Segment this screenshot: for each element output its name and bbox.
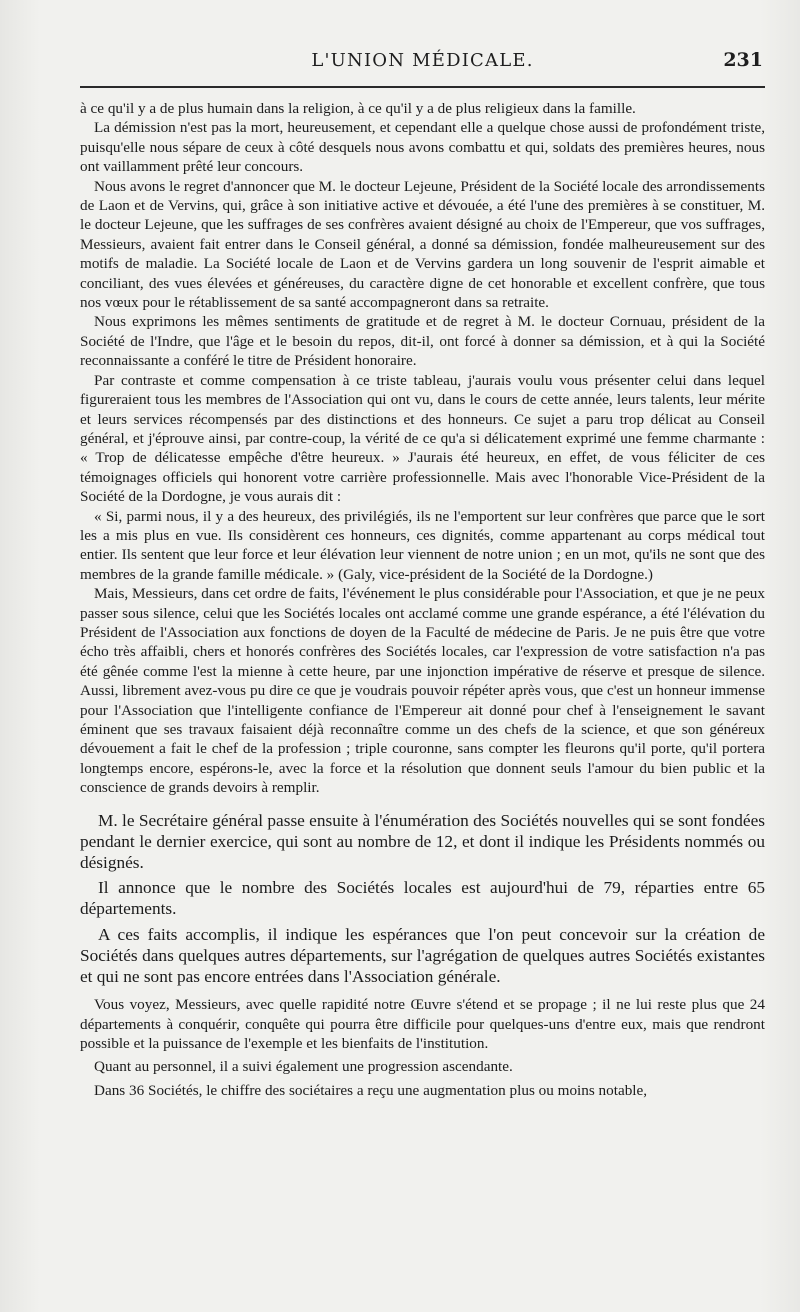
paragraph-cornuau: Nous exprimons les mêmes sentiments de gratitude et de regret à M. le docteur Cornuau, président de la Société de l'Indre, que l'âge et le besoin du repos, dit-il, ont forcé à donner sa démission, et à qui la Société reconnaissante a conféré le titre de Président honoraire. bbox=[80, 313, 765, 370]
paragraph-membership: Dans 36 Sociétés, le chiffre des sociétaires a reçu une augmentation plus ou moins notable, bbox=[94, 1081, 648, 1099]
header-rule bbox=[80, 86, 765, 88]
page-header bbox=[80, 46, 765, 76]
paragraph-personnel: Quant au personnel, il a suivi également une progression ascendante. bbox=[94, 1058, 513, 1076]
paragraph-new-societies: M. le Secrétaire général passe ensuite à l'énumération des Sociétés nouvelles qui se sont fondées pendant le dernier exercice, qui sont au nombre de 12, et dont il indique les Présidents nommés ou désignés. bbox=[80, 810, 765, 873]
paragraph-dean: Mais, Messieurs, dans cet ordre de faits, l'événement le plus considérable pour l'Association, et que je ne peux passer sous silence, celui que les Sociétés locales ont acclamé comme une grande espérance, a été l'élévation du Président de l'Association aux fonctions de doyen de la Faculté de médecine de Paris. Je ne puis être que votre écho très affaibli, chers et honorés confrères des Sociétés locales, car l'expression de votre satisfaction n'a pas été gênée comme l'est la mienne à cette heure, par une injonction impérative de réserve et presque de silence. Aussi, librement avez-vous pu dire ce que je voudrais pouvoir répéter après vous, que c'est un honneur immense pour l'Association que l'intelligente confiance de l'Empereur ait donné pour chef à l'enseignement le savant éminent que ses travaux faisaient déjà reconnaître comme un des chefs de la science, et que son généreux dévouement a fait le chef de la profession ; triple couronne, sans compter les fleurons qu'il porte, qu'il portera longtemps encore, espérons-le, avec la force et la résolution que donnent seuls l'amour du bien public et la conscience de grands devoirs à remplir. bbox=[80, 585, 765, 797]
paragraph-resignation: La démission n'est pas la mort, heureusement, et cependant elle a quelque chose aussi de profondément triste, puisqu'elle nous sépare de ceux à côté desquels nous avons combattu et qui, soldats des premières heures, nous ont vaillamment prêté leur concours. bbox=[80, 119, 765, 176]
article-body bbox=[80, 99, 765, 1100]
paragraph-hopes: A ces faits accomplis, il indique les espérances que l'on peut concevoir sur la création de Sociétés dans quelques autres départements, sur l'agrégation de quelques autres Sociétés existantes et qui ne sont pas encore entrées dans l'Association générale. bbox=[80, 924, 765, 987]
running-title: L'UNION MÉDICALE. bbox=[311, 50, 534, 71]
paragraph-progress: Vous voyez, Messieurs, avec quelle rapidité notre Œuvre s'étend et se propage ; il ne lui reste plus que 24 départements à conquérir, conquête qui pourra être difficile pour quelques-uns d'entre eux, mais que rendront possible et la puissance de l'exemple et les bienfaits de l'institution. bbox=[80, 996, 765, 1053]
paragraph-continuation: à ce qu'il y a de plus humain dans la religion, à ce qu'il y a de plus religieux dans la famille. bbox=[80, 100, 636, 117]
paragraph-lejeune: Nous avons le regret d'annoncer que M. le docteur Lejeune, Président de la Société locale des arrondissements de Laon et de Vervins, qui, grâce à son initiative active et dévouée, a été l'une des premières à se constituer, M. le docteur Lejeune, que les suffrages de ses confrères avaient désigné au choix de l'Empereur, que vos suffrages, Messieurs, avaient fait entrer dans le Conseil général, a donné sa démission, fondée malheureusement sur des motifs de maladie. La Société locale de Laon et de Vervins gardera un long souvenir de l'esprit aimable et conciliant, des vues élevées et généreuses, du caractère digne de cet honorable et excellent confrère, que tous nos vœux pour le rétablissement de sa santé accompagneront dans sa retraite. bbox=[80, 177, 765, 312]
paragraph-quotation: « Si, parmi nous, il y a des heureux, des privilégiés, ils ne l'emportent sur leur confrères que parce que le sort les a mis plus en vue. Ils considèrent ces honneurs, ces dignités, comme appartenant au corps médical tout entier. Ils sentent que leur force et leur élévation leur viennent de notre union ; en un mot, qu'ils ne sont que des membres de la grande famille médicale. » (Galy, vice-président de la Société de la Dordogne.) bbox=[80, 507, 765, 583]
paragraph-contrast: Par contraste et comme compensation à ce triste tableau, j'aurais voulu vous présenter celui dans lequel figureraient tous les membres de l'Association qui ont vu, dans le cours de cette année, leurs talents, leur mérite et leurs services récompensés par des distinctions et des honneurs. Ce sujet a paru trop délicat au Conseil général, et j'éprouve ainsi, par contre-coup, la vérité de ce qu'a si délicatement exprimé une femme charmante : « Trop de délicatesse empêche d'être heureux. » J'aurais été heureux, en effet, de vous féliciter de ces témoignages officiels qui honorent votre carrière professionnelle. Mais avec l'honorable Vice-Président de la Société de la Dordogne, je vous aurais dit : bbox=[80, 371, 765, 506]
paragraph-society-count: Il annonce que le nombre des Sociétés locales est aujourd'hui de 79, réparties entre 65 départements. bbox=[80, 878, 765, 919]
page-number: 231 bbox=[723, 49, 763, 71]
